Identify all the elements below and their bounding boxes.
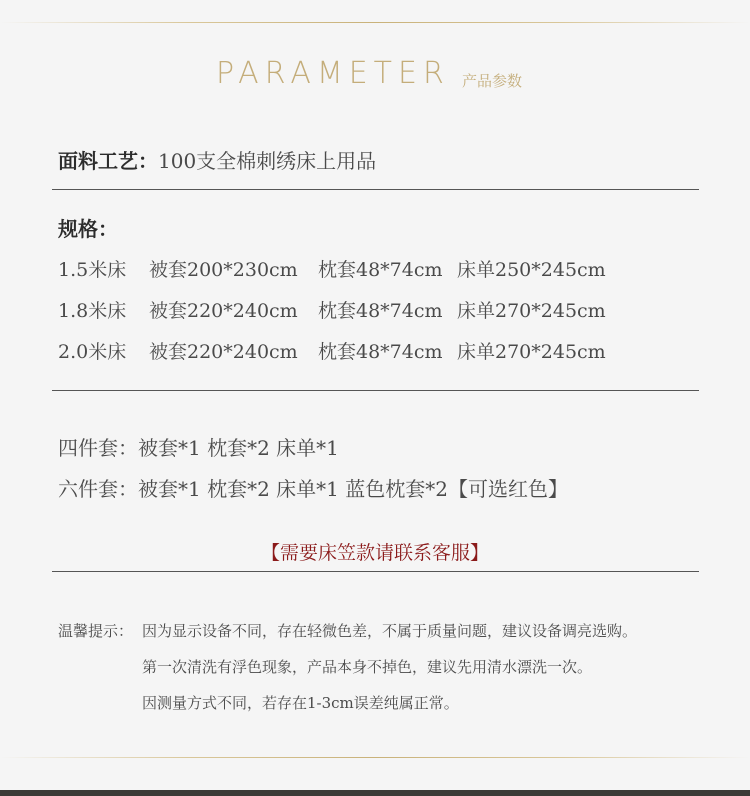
page-subtitle: 产品参数 (462, 72, 523, 90)
spec-size: 2.0米床 (58, 341, 127, 363)
tip-line: 因为显示设备不同，存在轻微色差，不属于质量问题，建议设备调亮选购。 (142, 622, 638, 640)
spec-size: 1.5米床 (58, 259, 127, 281)
spec-duvet: 被套200*230cm (149, 259, 298, 281)
fabric-row (58, 145, 376, 174)
divider (52, 189, 699, 190)
spec-size: 1.8米床 (58, 300, 127, 322)
divider (52, 390, 699, 391)
spec-sheet: 床单270*245cm (457, 300, 606, 322)
spec-sheet: 床单270*245cm (457, 341, 606, 363)
tip-line: 因测量方式不同，若存在1-3cm误差纯属正常。 (142, 694, 459, 712)
spec-pillow: 枕套48*74cm (318, 341, 443, 363)
six-piece-set: 六件套：被套*1 枕套*2 床单*1 蓝色枕套*2【可选红色】 (58, 477, 568, 501)
specs-label: 规格： (58, 217, 118, 241)
spec-duvet: 被套220*240cm (149, 341, 298, 363)
bottom-image-strip (0, 790, 750, 796)
specs-heading (58, 213, 118, 242)
spec-sheet: 床单250*245cm (457, 259, 606, 281)
bottom-gold-rule (0, 757, 750, 758)
fitted-sheet-notice: 【需要床笠款请联系客服】 (260, 542, 489, 564)
divider (52, 571, 699, 572)
fabric-label: 面料工艺： (58, 149, 158, 173)
spec-duvet: 被套220*240cm (149, 300, 298, 322)
four-piece-set: 四件套：被套*1 枕套*2 床单*1 (58, 436, 339, 460)
top-gold-rule (0, 22, 750, 23)
fabric-value: 100支全棉刺绣床上用品 (158, 149, 377, 173)
spec-pillow: 枕套48*74cm (318, 300, 443, 322)
tip-line: 第一次清洗有浮色现象，产品本身不掉色，建议先用清水漂洗一次。 (142, 658, 593, 676)
spec-pillow: 枕套48*74cm (318, 259, 443, 281)
page-title: PARAMETER (216, 56, 450, 91)
tips-label: 温馨提示： (58, 622, 134, 640)
